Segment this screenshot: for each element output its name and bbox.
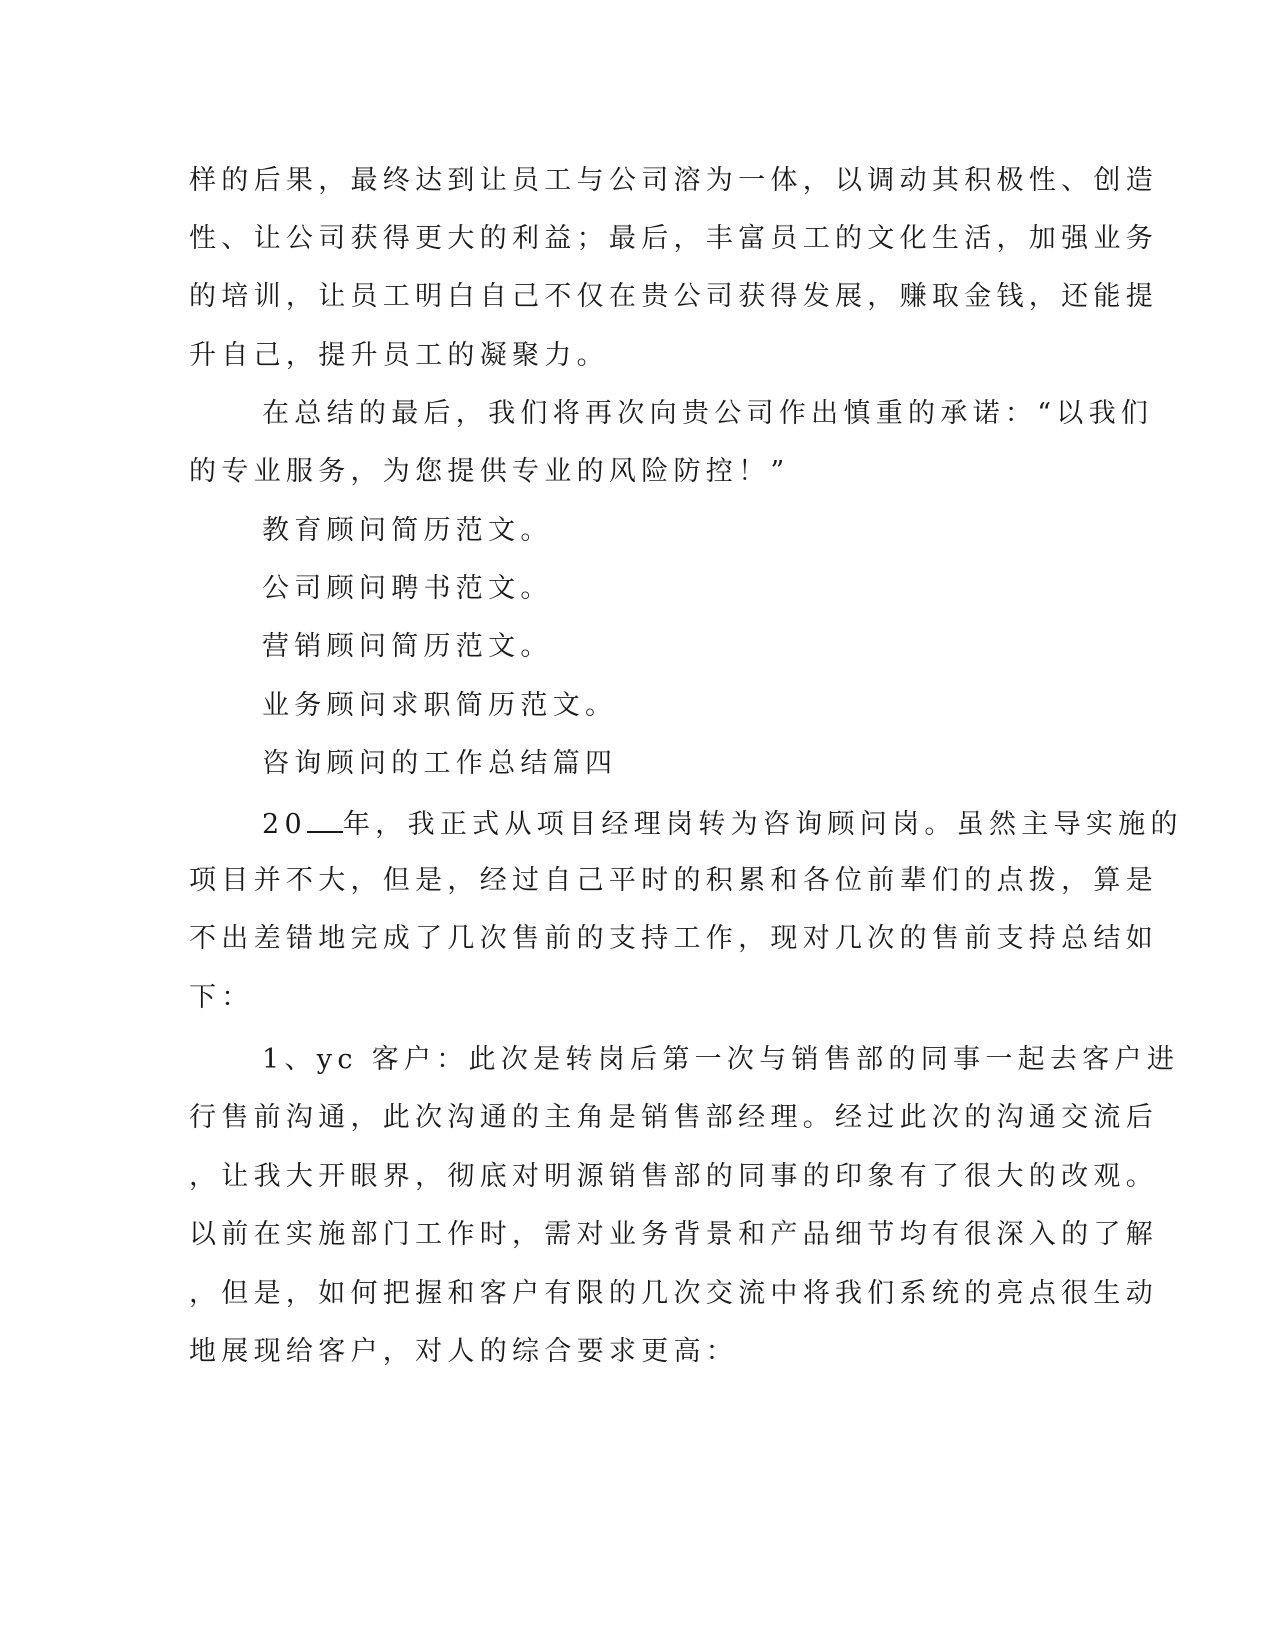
year-prefix: 20	[262, 809, 307, 840]
paragraph-line: 样的后果，最终达到让员工与公司溶为一体，以调动其积极性、创造	[189, 165, 1158, 196]
paragraph-line: 项目并不大，但是，经过自己平时的积累和各位前辈们的点拨，算是	[189, 865, 1158, 896]
paragraph-line: 在总结的最后，我们将再次向贵公司作出慎重的承诺：“以我们	[262, 398, 1154, 429]
list-item: 公司顾问聘书范文。	[262, 573, 553, 604]
paragraph-line: 的专业服务，为您提供专业的风险防控！”	[189, 456, 790, 487]
paragraph-line: 升自己，提升员工的凝聚力。	[189, 340, 609, 371]
list-item: 业务顾问求职简历范文。	[262, 690, 618, 721]
paragraph-line: 地展现给客户，对人的综合要求更高：	[189, 1336, 739, 1367]
paragraph-line: ，但是，如何把握和客户有限的几次交流中将我们系统的亮点很生动	[189, 1278, 1158, 1309]
paragraph-line: 1、yc 客户：此次是转岗后第一次与销售部的同事一起去客户进	[262, 1044, 1180, 1075]
paragraph-line: 性、让公司获得更大的利益；最后，丰富员工的文化生活，加强业务	[189, 223, 1158, 254]
paragraph-line: 行售前沟通，此次沟通的主角是销售部经理。经过此次的沟通交流后	[189, 1102, 1158, 1133]
paragraph-line: 以前在实施部门工作时，需对业务背景和产品细节均有很深入的了解	[189, 1219, 1158, 1250]
paragraph-line: ，让我大开眼界，彻底对明源销售部的同事的印象有了很大的改观。	[189, 1161, 1158, 1192]
paragraph-line-text: 年，我正式从项目经理岗转为咨询顾问岗。虽然主导实施的	[342, 809, 1183, 840]
paragraph-line: 的培训，让员工明白自己不仅在贵公司获得发展，赚取金钱，还能提	[189, 281, 1158, 312]
fill-in-blank	[307, 803, 343, 833]
list-item: 教育顾问简历范文。	[262, 515, 553, 546]
list-item: 营销顾问简历范文。	[262, 631, 553, 662]
paragraph-line	[262, 803, 1183, 843]
section-heading: 咨询顾问的工作总结篇四	[262, 748, 618, 779]
paragraph-line: 下：	[189, 982, 254, 1013]
paragraph-line: 不出差错地完成了几次售前的支持工作，现对几次的售前支持总结如	[189, 923, 1158, 954]
